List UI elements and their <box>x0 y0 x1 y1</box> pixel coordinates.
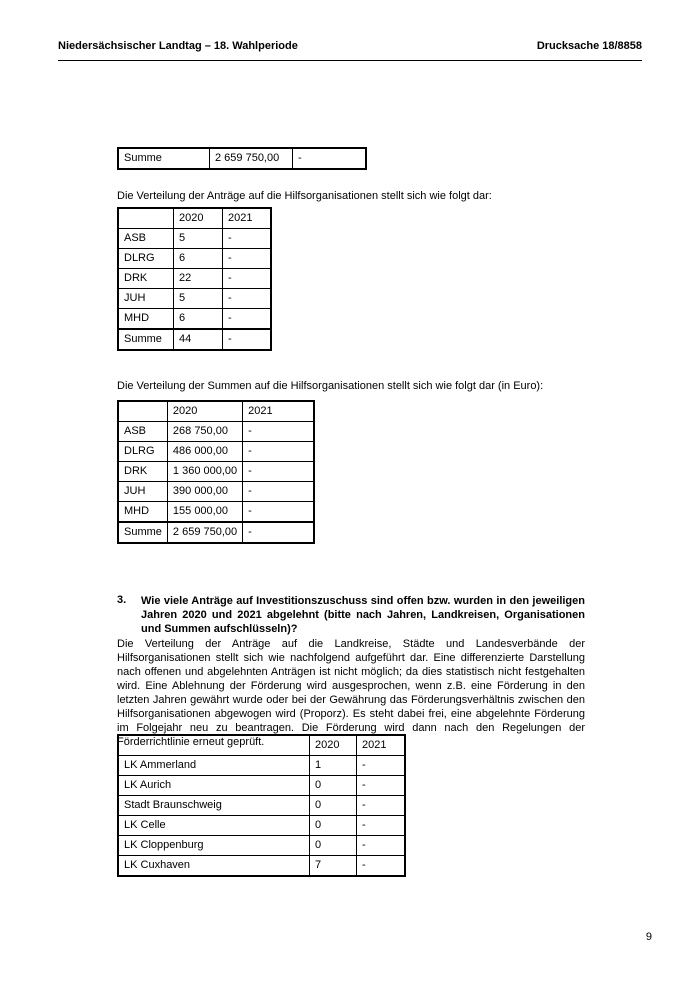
table-cell: - <box>357 856 406 877</box>
table-total-row <box>118 329 271 350</box>
table-cell: ASB <box>118 229 174 249</box>
table-header-row <box>118 401 314 422</box>
table-row <box>118 422 314 442</box>
table-cell: 0 <box>310 776 357 796</box>
table-row <box>118 442 314 462</box>
table-row <box>118 856 405 877</box>
table-cell: LK Aurich <box>118 776 310 796</box>
table-cell: 22 <box>174 269 223 289</box>
header-divider <box>58 60 642 61</box>
table-cell: LK Ammerland <box>118 756 310 776</box>
district-applications-table <box>117 734 406 877</box>
table-row <box>118 776 405 796</box>
table-cell: - <box>243 522 315 543</box>
table-header-cell: 2020 <box>310 735 357 756</box>
table-row <box>118 148 366 169</box>
table-cell: - <box>243 482 315 502</box>
table-row <box>118 309 271 330</box>
table-header-cell: 2020 <box>174 208 223 229</box>
table-total-row <box>118 522 314 543</box>
table-cell: Stadt Braunschweig <box>118 796 310 816</box>
table-header-cell <box>118 735 310 756</box>
table-cell: JUH <box>118 482 167 502</box>
table-cell: LK Cuxhaven <box>118 856 310 877</box>
table-cell: - <box>357 816 406 836</box>
table-cell: 2 659 750,00 <box>210 148 293 169</box>
applications-count-table <box>117 207 272 351</box>
table-header-row <box>118 208 271 229</box>
table-cell: - <box>293 148 367 169</box>
table-cell: 2 659 750,00 <box>167 522 242 543</box>
table-cell: JUH <box>118 289 174 309</box>
table-cell: 7 <box>310 856 357 877</box>
table-cell: DRK <box>118 269 174 289</box>
table-cell: - <box>223 329 272 350</box>
table-cell: Summe <box>118 329 174 350</box>
table-cell: MHD <box>118 502 167 523</box>
table-cell: LK Celle <box>118 816 310 836</box>
table-row <box>118 249 271 269</box>
table-cell: - <box>223 249 272 269</box>
table-cell: 486 000,00 <box>167 442 242 462</box>
table-header-cell: 2021 <box>243 401 315 422</box>
table-cell: - <box>357 796 406 816</box>
page-number: 9 <box>645 931 652 943</box>
table-cell: 155 000,00 <box>167 502 242 523</box>
table-cell: - <box>357 836 406 856</box>
table-cell: 44 <box>174 329 223 350</box>
table-cell: - <box>243 442 315 462</box>
table-cell: DLRG <box>118 442 167 462</box>
table-cell: 5 <box>174 289 223 309</box>
table-cell: - <box>357 756 406 776</box>
table-cell: 1 360 000,00 <box>167 462 242 482</box>
table-cell: MHD <box>118 309 174 330</box>
table-cell: ASB <box>118 422 167 442</box>
table-cell: 0 <box>310 836 357 856</box>
answer-paragraph: Die Verteilung der Anträge auf die Landkreise, Städte und Landesverbände der Hilfsorganisationen stellt sich wie nachfolgend aufgeführt dar. Eine differenzierte Darstellung nach offenen und abgelehnten Anträgen ist nicht möglich; da dies statistisch nicht festgehalten wird. Eine Ablehnung der Förderung wird ausgesprochen, wenn z.B. eine Förderung in den letzten Jahren gewährt wurde oder bei der Gewährung das Förderungsverhältnis zwischen den Hilfsorganisationen abgewogen wird (Proporz). Es steht dabei frei, eine abgelehnte Förderung im Folgejahr neu zu beantragen. Die Förderung wird dann nach den Regelungen der Förderrichtlinie erneut geprüft. <box>117 638 585 748</box>
table-row <box>118 289 271 309</box>
table-cell: 390 000,00 <box>167 482 242 502</box>
table-cell: Summe <box>118 148 210 169</box>
table-row <box>118 816 405 836</box>
table-cell: - <box>243 502 315 523</box>
table-header-row <box>118 735 405 756</box>
counts-intro-text: Die Verteilung der Anträge auf die Hilfsorganisationen stellt sich wie folgt dar: <box>117 190 492 202</box>
question-text: Wie viele Anträge auf Investitionszuschuss sind offen bzw. wurden in den jeweiligen Jahren 2020 und 2021 abgelehnt (bitte nach Jahren, Landkreisen, Organisationen und Summen aufschlüsseln)? <box>141 595 585 635</box>
table-header-cell: 2021 <box>223 208 272 229</box>
table-row <box>118 502 314 523</box>
table-row <box>118 229 271 249</box>
table-header-cell <box>118 401 167 422</box>
table-cell: - <box>223 229 272 249</box>
table-cell: - <box>223 309 272 330</box>
table-cell: - <box>243 462 315 482</box>
table-cell: 1 <box>310 756 357 776</box>
funding-sums-table <box>117 400 315 544</box>
summary-total-table <box>117 147 367 170</box>
table-cell: 5 <box>174 229 223 249</box>
table-header-cell: 2020 <box>167 401 242 422</box>
sums-intro-text: Die Verteilung der Summen auf die Hilfsorganisationen stellt sich wie folgt dar (in Euro): <box>117 380 544 392</box>
table-cell: DRK <box>118 462 167 482</box>
table-cell: LK Cloppenburg <box>118 836 310 856</box>
document-number: Drucksache 18/8858 <box>536 40 642 52</box>
table-cell: 268 750,00 <box>167 422 242 442</box>
table-cell: DLRG <box>118 249 174 269</box>
table-cell: - <box>243 422 315 442</box>
table-header-cell <box>118 208 174 229</box>
header-title: Niedersächsischer Landtag – 18. Wahlperiode <box>58 40 298 52</box>
table-cell: - <box>357 776 406 796</box>
table-cell: 6 <box>174 309 223 330</box>
table-header-cell: 2021 <box>357 735 406 756</box>
table-row <box>118 796 405 816</box>
table-cell: 0 <box>310 796 357 816</box>
table-cell: - <box>223 289 272 309</box>
table-row <box>118 756 405 776</box>
table-cell: - <box>223 269 272 289</box>
question-number: 3. <box>117 594 127 606</box>
table-cell: 0 <box>310 816 357 836</box>
table-cell: 6 <box>174 249 223 269</box>
table-row <box>118 482 314 502</box>
table-row <box>118 462 314 482</box>
table-row <box>118 836 405 856</box>
table-row <box>118 269 271 289</box>
table-cell: Summe <box>118 522 167 543</box>
